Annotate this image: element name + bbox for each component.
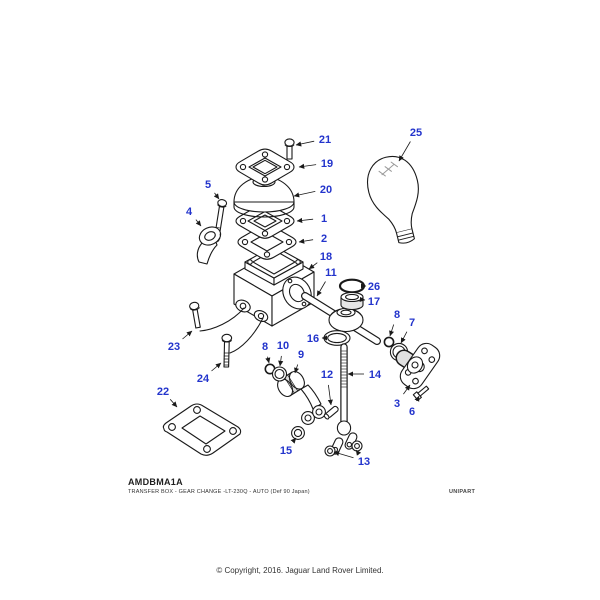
leader-line-20: [294, 191, 315, 196]
callout-label-10[interactable]: 10: [276, 340, 290, 352]
part-18-housing: [234, 246, 317, 326]
leader-line-12: [328, 385, 331, 405]
callout-label-18[interactable]: 18: [319, 251, 333, 263]
leader-line-25: [399, 142, 410, 162]
plate-code: AMDBMA1A: [128, 477, 183, 487]
callout-label-4[interactable]: 4: [185, 206, 193, 218]
plate-description: TRANSFER BOX - GEAR CHANGE -LT-230Q - AUTO (Def 90 Japan): [128, 489, 310, 495]
part-22-gasket: [163, 404, 240, 455]
leader-line-5: [215, 193, 220, 199]
callout-label-22[interactable]: 22: [156, 386, 170, 398]
callout-label-8b[interactable]: 8: [261, 341, 269, 353]
part-4-clamp: [196, 224, 223, 264]
part-24-bolt: [222, 334, 232, 367]
part-23-bolt: [189, 302, 203, 329]
callout-label-7[interactable]: 7: [408, 317, 416, 329]
part-13-washers: [325, 441, 362, 456]
part-10-oring: [273, 367, 287, 381]
part-8-oring-right: [384, 337, 393, 346]
callout-label-8[interactable]: 8: [393, 309, 401, 321]
leader-line-13: [334, 452, 354, 458]
part-14-rod: [330, 347, 358, 455]
leader-line-10: [280, 356, 281, 366]
part-19-plate: [236, 149, 294, 185]
leader-line-7: [401, 332, 407, 343]
leader-line-21: [296, 141, 314, 145]
part-26-oring: [340, 280, 364, 293]
leader-line-1: [297, 219, 313, 221]
callout-label-23[interactable]: 23: [167, 341, 181, 353]
callout-label-19[interactable]: 19: [320, 158, 334, 170]
part-16-oring: [324, 331, 350, 346]
copyright-line: © Copyright, 2016. Jaguar Land Rover Limited.: [216, 566, 384, 575]
callout-label-5[interactable]: 5: [204, 179, 212, 191]
callout-label-9[interactable]: 9: [297, 349, 305, 361]
callout-label-24[interactable]: 24: [196, 373, 210, 385]
callout-label-17[interactable]: 17: [367, 296, 381, 308]
callout-label-14[interactable]: 14: [368, 369, 382, 381]
brand-label: UNIPART: [449, 489, 476, 495]
leader-line-11: [317, 282, 326, 297]
callout-label-16[interactable]: 16: [306, 333, 320, 345]
part-21-bolt: [285, 139, 294, 159]
part-15-oring: [292, 427, 305, 440]
leader-line-22: [170, 399, 177, 407]
callout-label-11[interactable]: 11: [325, 267, 337, 279]
leader-line-23: [183, 331, 193, 339]
callout-label-25[interactable]: 25: [409, 127, 423, 139]
leader-line-19: [299, 165, 316, 167]
leader-line-18: [309, 263, 317, 269]
callout-label-21[interactable]: 21: [318, 134, 332, 146]
callout-label-3[interactable]: 3: [393, 398, 401, 410]
callout-label-1[interactable]: 1: [320, 213, 328, 225]
callout-label-12[interactable]: 12: [320, 369, 334, 381]
part-17-bush: [341, 293, 363, 310]
leader-line-8: [268, 357, 270, 363]
callout-label-6[interactable]: 6: [408, 406, 416, 418]
leader-line-8: [390, 325, 394, 337]
part-25-knob: [362, 151, 432, 248]
callout-label-26[interactable]: 26: [367, 281, 381, 293]
callout-label-15[interactable]: 15: [279, 445, 293, 457]
callout-label-20[interactable]: 20: [319, 184, 333, 196]
leader-line-24: [212, 363, 222, 371]
leader-line-4: [196, 220, 201, 226]
callout-label-2[interactable]: 2: [320, 233, 328, 245]
callout-label-13[interactable]: 13: [357, 456, 371, 468]
leader-line-2: [299, 240, 313, 242]
